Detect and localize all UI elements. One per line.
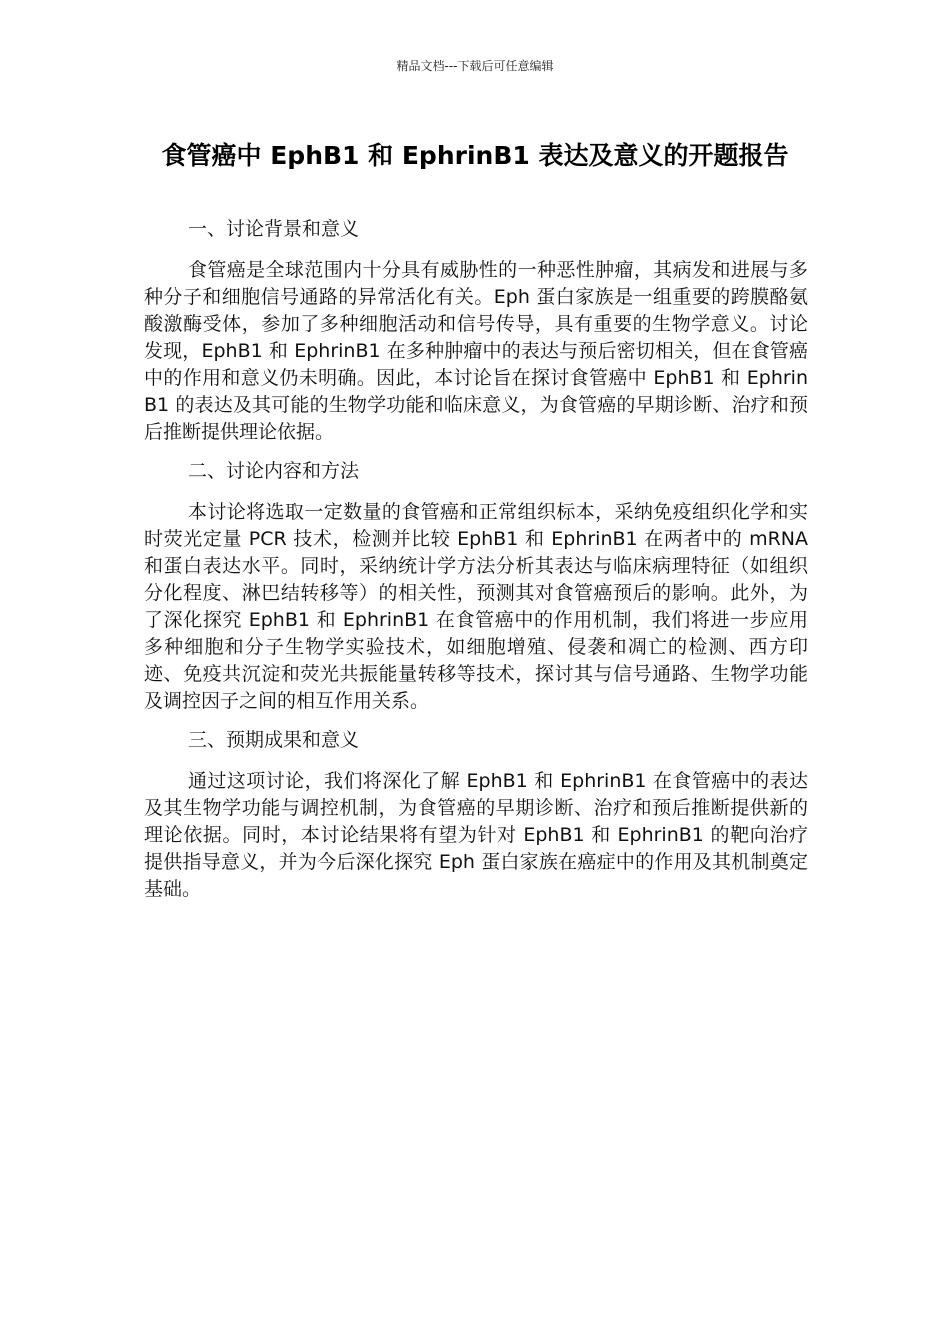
section-paragraph: 本讨论将选取一定数量的食管癌和正常组织标本，采纳免疫组织化学和实时荧光定量 PCR 技术，检测并比较 EphB1 和 EphrinB1 在两者中的 mRNA 和蛋白表达水平。同时，采纳统计学方法分析其表达与临床病理特征（如组织分化程度、淋巴结转移等）的相关性，预测其对食管癌预后的影响。此外，为了深化探究 EphB1 和 EphrinB1 在食管癌中的作用机制，我们将进一步应用多种细胞和分子生物学实验技术，如细胞增殖、侵袭和凋亡的检测、西方印迹、免疫共沉淀和荧光共振能量转移等技术，探讨其与信号通路、生物学功能及调控因子之间的相互作用关系。 <box>144 501 808 712</box>
document-title: 食管癌中 EphB1 和 EphrinB1 表达及意义的开题报告 <box>161 141 789 170</box>
document-body <box>144 216 808 915</box>
section-paragraph: 通过这项讨论，我们将深化了解 EphB1 和 EphrinB1 在食管癌中的表达及其生物学功能与调控机制，为食管癌的早期诊断、治疗和预后推断提供新的理论依据。同时，本讨论结果将有望为针对 EphB1 和 EphrinB1 的靶向治疗提供指导意义，并为今后深化探究 Eph 蛋白家族在癌症中的作用及其机制奠定基础。 <box>144 770 808 900</box>
section-paragraph: 食管癌是全球范围内十分具有威胁性的一种恶性肿瘤，其病发和进展与多种分子和细胞信号通路的异常活化有关。Eph 蛋白家族是一组重要的跨膜酪氨酸激酶受体，参加了多种细胞活动和信号传导，具有重要的生物学意义。讨论发现，EphB1 和 EphrinB1 在多种肿瘤中的表达与预后密切相关，但在食管癌中的作用和意义仍未明确。因此，本讨论旨在探讨食管癌中 EphB1 和 EphrinB1 的表达及其可能的生物学功能和临床意义，为食管癌的早期诊断、治疗和预后推断提供理论依据。 <box>144 259 808 443</box>
section-heading: 三、预期成果和意义 <box>188 729 360 751</box>
section-expected-results <box>144 727 808 903</box>
section-background <box>144 216 808 446</box>
section-heading: 一、讨论背景和意义 <box>188 218 360 240</box>
section-heading: 二、讨论内容和方法 <box>188 460 360 482</box>
section-methods <box>144 458 808 715</box>
header-note: 精品文档---下载后可任意编辑 <box>396 59 554 73</box>
